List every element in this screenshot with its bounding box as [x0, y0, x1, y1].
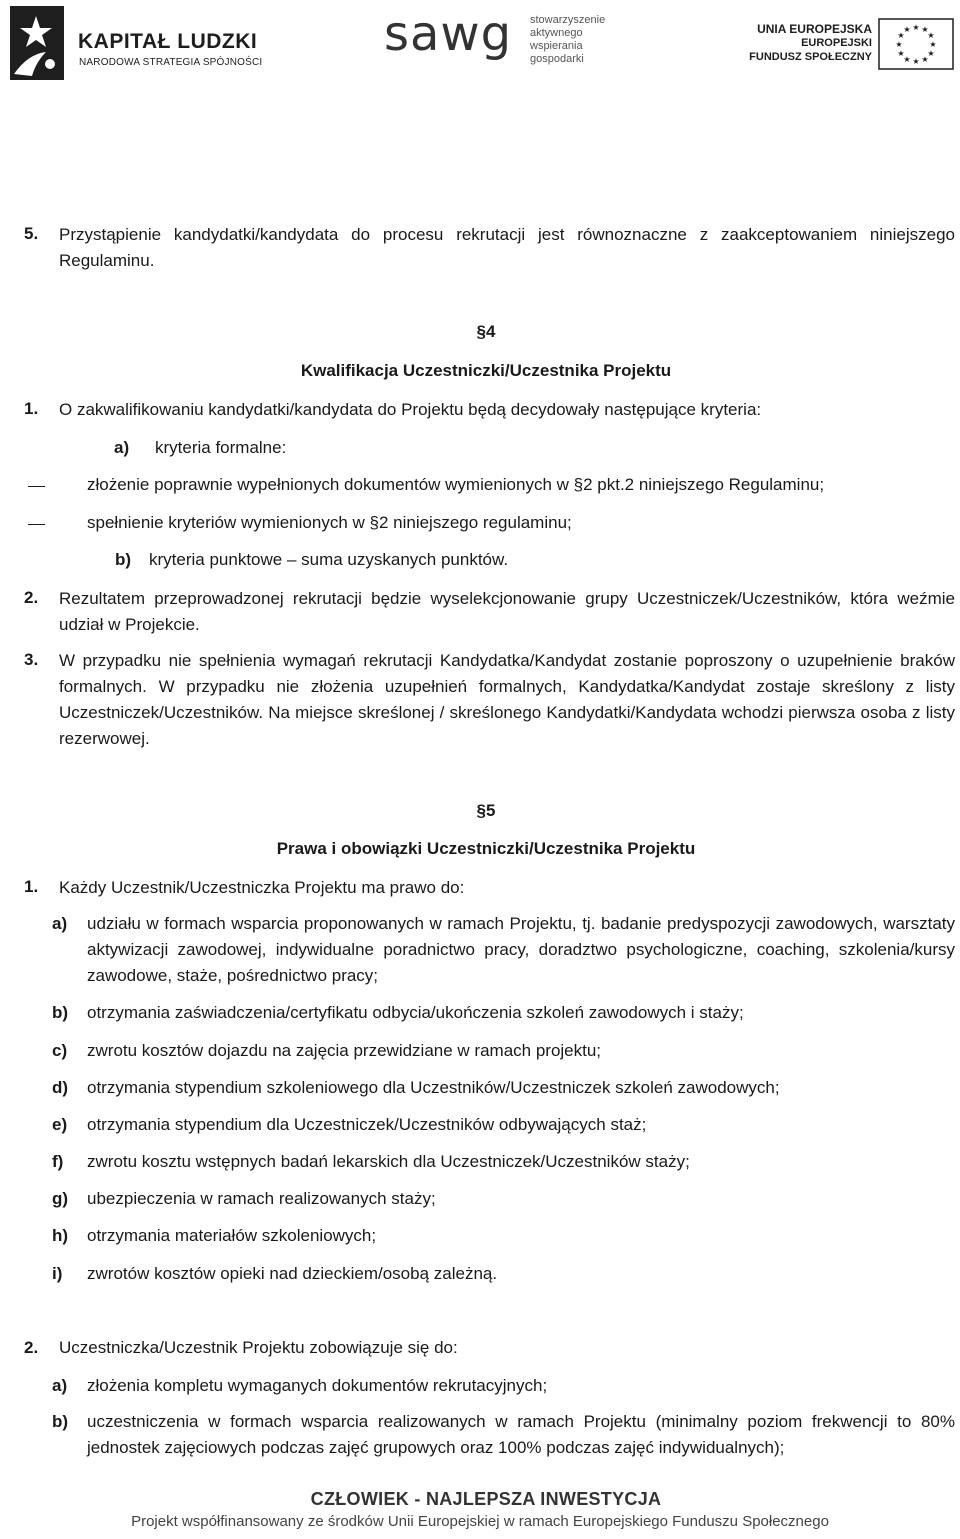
s5-item1-text: Każdy Uczestnik/Uczestniczka Projektu ma prawo do: — [59, 878, 465, 897]
footer-slogan: CZŁOWIEK - NAJLEPSZA INWESTYCJA — [310, 1489, 662, 1509]
sawg-mark: sawg — [384, 6, 513, 62]
svg-text:★: ★ — [912, 23, 920, 32]
svg-text:★: ★ — [927, 31, 935, 40]
sawg-line: stowarzyszenie — [530, 14, 606, 26]
sawg-line: wspierania — [530, 40, 583, 52]
eu-line: UNIA EUROPEJSKA — [757, 22, 872, 36]
s5-list-text: zwrotów kosztów opieki nad dzieckiem/osobą zależną. — [87, 1264, 498, 1283]
s5-list-text: ubezpieczenia w ramach realizowanych staży; — [87, 1189, 436, 1208]
eu-flag-icon — [878, 18, 954, 70]
svg-text:★: ★ — [921, 25, 929, 34]
s5-list-text: otrzymania stypendium dla Uczestniczek/Uczestników odbywających staż; — [87, 1115, 647, 1134]
svg-text:★: ★ — [921, 55, 929, 64]
section-4-title: Kwalifikacja Uczestniczki/Uczestnika Projektu — [300, 361, 672, 380]
s4-item1-a-text: kryteria formalne: — [155, 438, 287, 457]
svg-text:★: ★ — [897, 49, 905, 58]
svg-text:★: ★ — [912, 57, 920, 66]
kapital-ludzki-emblem-icon — [6, 4, 68, 82]
svg-text:★: ★ — [903, 55, 911, 64]
s4-item2-text: Rezultatem przeprowadzonej rekrutacji będzie wyselekcjonowanie grupy Uczestniczek/Uczestników, która weźmie udział w Projekcie. — [59, 589, 955, 634]
s5-list-label: c) — [52, 1041, 68, 1060]
eu-text — [749, 22, 872, 64]
kl-subtitle: NARODOWA STRATEGIA SPÓJNOŚCI — [79, 57, 263, 68]
s5-list2-text: złożenia kompletu wymaganych dokumentów rekrutacyjnych; — [87, 1376, 548, 1395]
s4-item1-b-label: b) — [115, 550, 132, 569]
svg-text:★: ★ — [897, 31, 905, 40]
s5-item2-number: 2. — [24, 1338, 39, 1357]
s5-list-text: udziału w formach wsparcia proponowanych w ramach Projektu, tj. badanie predyspozycji zawodowych, warsztaty aktywizacji zawodowej, indywidualne poradnictwo pracy, doradztwo psychologiczne, coaching, szkolenia/kursy zawodowe, staże, pośrednictwo pracy; — [87, 914, 955, 985]
sawg-logo — [384, 8, 624, 78]
kl-title: KAPITAŁ LUDZKI — [78, 30, 258, 53]
s4-item1-b-text: kryteria punktowe – suma uzyskanych punktów. — [149, 550, 509, 569]
section-5-symbol: §5 — [476, 801, 496, 820]
footer-note: Projekt współfinansowany ze środków Unii Europejskiej w ramach Europejskiego Funduszu Społecznego — [131, 1513, 829, 1530]
s5-item2-text: Uczestniczka/Uczestnik Projektu zobowiązuje się do: — [59, 1338, 458, 1357]
s5-list-label: b) — [52, 1003, 69, 1022]
svg-text:★: ★ — [927, 49, 935, 58]
s4-item1-text: O zakwalifikowaniu kandydatki/kandydata do Projektu będą decydowały następujące kryteria: — [59, 400, 762, 419]
svg-text:★: ★ — [929, 40, 937, 49]
sawg-lines — [530, 14, 605, 66]
intro-text: Przystąpienie kandydatki/kandydata do procesu rekrutacji jest równoznaczne z zaakceptowaniem niniejszego Regulaminu. — [59, 225, 955, 270]
section-4-symbol: §4 — [476, 322, 496, 341]
s5-list-text: otrzymania stypendium szkoleniowego dla Uczestników/Uczestniczek szkoleń zawodowych; — [87, 1078, 780, 1097]
section-5-title: Prawa i obowiązki Uczestniczki/Uczestnika Projektu — [276, 839, 696, 858]
s5-list-text: zwrotu kosztu wstępnych badań lekarskich dla Uczestniczek/Uczestników staży; — [87, 1152, 690, 1171]
s5-item1-number: 1. — [24, 877, 39, 896]
s5-list-label: g) — [52, 1189, 69, 1208]
sawg-line: aktywnego — [530, 27, 583, 39]
eu-logo — [749, 18, 954, 74]
s5-list-label: i) — [52, 1264, 63, 1283]
s4-item1-a-label: a) — [114, 438, 130, 457]
s5-list-label: a) — [52, 914, 68, 933]
s5-list2-text: uczestniczenia w formach wsparcia realizowanych w ramach Projektu (minimalny poziom frekwencji to 80% jednostek zajęciowych podczas zajęć grupowych oraz 100% podczas zajęć indywidualnych); — [87, 1412, 955, 1457]
eu-line: FUNDUSZ SPOŁECZNY — [749, 51, 872, 63]
eu-line: EUROPEJSKI — [801, 37, 872, 49]
intro-number: 5. — [24, 224, 39, 243]
s5-list2-label: a) — [52, 1376, 68, 1395]
s5-list-text: otrzymania materiałów szkoleniowych; — [87, 1226, 377, 1245]
dash-marker — [28, 486, 45, 487]
kapital-ludzki-logo — [6, 4, 266, 84]
sawg-line: gospodarki — [530, 53, 584, 65]
s5-list2-label: b) — [52, 1412, 69, 1431]
s5-list-label: f) — [52, 1152, 64, 1171]
s5-list-label: e) — [52, 1115, 68, 1134]
dash-marker — [28, 524, 45, 525]
s5-list-text: zwrotu kosztów dojazdu na zajęcia przewidziane w ramach projektu; — [87, 1041, 602, 1060]
s4-item2-number: 2. — [24, 588, 39, 607]
s4-item3-number: 3. — [24, 650, 39, 669]
svg-text:★: ★ — [903, 25, 911, 34]
svg-text:★: ★ — [895, 40, 903, 49]
s4-item1-number: 1. — [24, 399, 39, 418]
s5-list-text: otrzymania zaświadczenia/certyfikatu odbycia/ukończenia szkoleń zawodowych i staży; — [87, 1003, 744, 1022]
s4-dash-item: spełnienie kryteriów wymienionych w §2 niniejszego regulaminu; — [87, 513, 572, 532]
s4-dash-item: złożenie poprawnie wypełnionych dokumentów wymienionych w §2 pkt.2 niniejszego Regulaminu; — [87, 475, 825, 494]
s4-item3-text: W przypadku nie spełnienia wymagań rekrutacji Kandydatka/Kandydat zostanie poproszony o uzupełnienie braków formalnych. W przypadku nie złożenia uzupełnień formalnych, Kandydatka/Kandydat zostaje skreślony z listy Uczestniczek/Uczestników. Na miejsce skreślonej / skreślonego Kandydatki/Kandydata wchodzi pierwsza osoba z listy rezerwowej. — [59, 651, 955, 748]
s5-list-label: d) — [52, 1078, 69, 1097]
s5-list-label: h) — [52, 1226, 69, 1245]
